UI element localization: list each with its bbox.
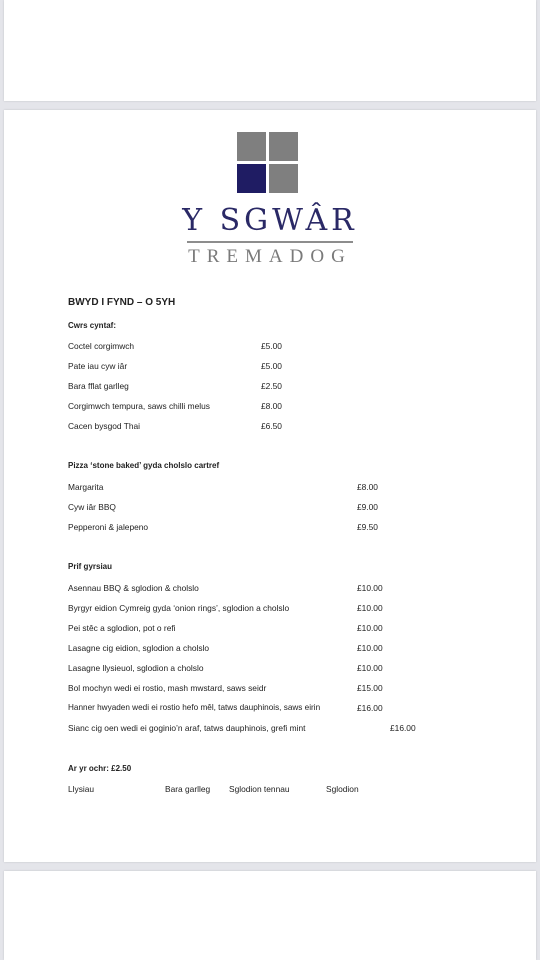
menu-item-name: Hanner hwyaden wedi ei rostio hefo mêl, tatws dauphinois, saws eirin (68, 703, 321, 712)
menu-item-price: £9.50 (357, 522, 378, 532)
menu-item-price: £5.00 (261, 341, 282, 351)
menu-item-name: Corgimwch tempura, saws chilli melus (68, 401, 210, 411)
menu-item-name: Bol mochyn wedi ei rostio, mash mwstard, saws seidr (68, 683, 267, 693)
menu-item-price: £8.00 (261, 401, 282, 411)
menu-item-price: £6.50 (261, 421, 282, 431)
menu-item-price: £16.00 (357, 703, 383, 713)
menu-page (4, 110, 536, 862)
menu-item-price: £15.00 (357, 683, 383, 693)
menu-item-name: Margarita (68, 482, 104, 492)
logo-square-top-right (269, 132, 298, 161)
previous-page (4, 0, 536, 101)
menu-item-name: Lasagne llysieuol, sglodion a cholslo (68, 663, 204, 673)
menu-item-name: Sianc cig oen wedi ei goginio’n araf, tatws dauphinois, grefi mint (68, 723, 306, 733)
menu-item-name: Asennau BBQ & sglodion & cholslo (68, 583, 199, 593)
menu-item-name: Pate iau cyw iâr (68, 361, 128, 371)
logo-square-top-left (237, 132, 266, 161)
menu-item-name: Coctel corgimwch (68, 341, 135, 351)
brand-divider (187, 241, 353, 243)
menu-item-price: £8.00 (357, 482, 378, 492)
restaurant-name: Y SGWÂR (182, 203, 358, 238)
side-item: Llysiau (68, 784, 95, 794)
menu-item-price: £10.00 (357, 603, 383, 613)
menu-item-price: £9.00 (357, 502, 378, 512)
menu-item-name: Pei stêc a sglodion, pot o refi (68, 623, 176, 633)
menu-item-price: £10.00 (357, 623, 383, 633)
menu-item-price: £10.00 (357, 663, 383, 673)
side-item: Sglodion tennau (229, 784, 290, 794)
starters-heading: Cwrs cyntaf: (68, 321, 117, 330)
menu-item-price: £16.00 (390, 723, 416, 733)
menu-item-price: £10.00 (357, 643, 383, 653)
menu-item-price: £2.50 (261, 381, 282, 391)
logo-square-bottom-right (269, 164, 298, 193)
menu-item-name: Bara fflat garlleg (68, 381, 129, 391)
side-item: Sglodion (326, 784, 359, 794)
side-item: Bara garlleg (165, 784, 211, 794)
menu-item-name: Byrgyr eidion Cymreig gyda ‘onion rings’, sglodion a cholslo (68, 603, 290, 613)
mains-heading: Prif gyrsiau (68, 562, 113, 571)
menu-item-name: Cacen bysgod Thai (68, 421, 141, 431)
sides-heading: Ar yr ochr: £2.50 (68, 764, 132, 773)
menu-item-price: £5.00 (261, 361, 282, 371)
next-page (4, 871, 536, 960)
menu-item-name: Lasagne cig eidion, sglodion a cholslo (68, 643, 210, 653)
menu-item-name: Pepperoni & jalepeno (68, 522, 149, 532)
menu-title: BWYD I FYND – O 5YH (68, 297, 176, 308)
menu-item-price: £10.00 (357, 583, 383, 593)
menu-item-name: Cyw iâr BBQ (68, 502, 116, 512)
logo-square-bottom-left (237, 164, 266, 193)
pizza-heading: Pizza ‘stone baked’ gyda cholslo cartref (68, 461, 220, 470)
restaurant-town: TREMADOG (188, 246, 352, 267)
